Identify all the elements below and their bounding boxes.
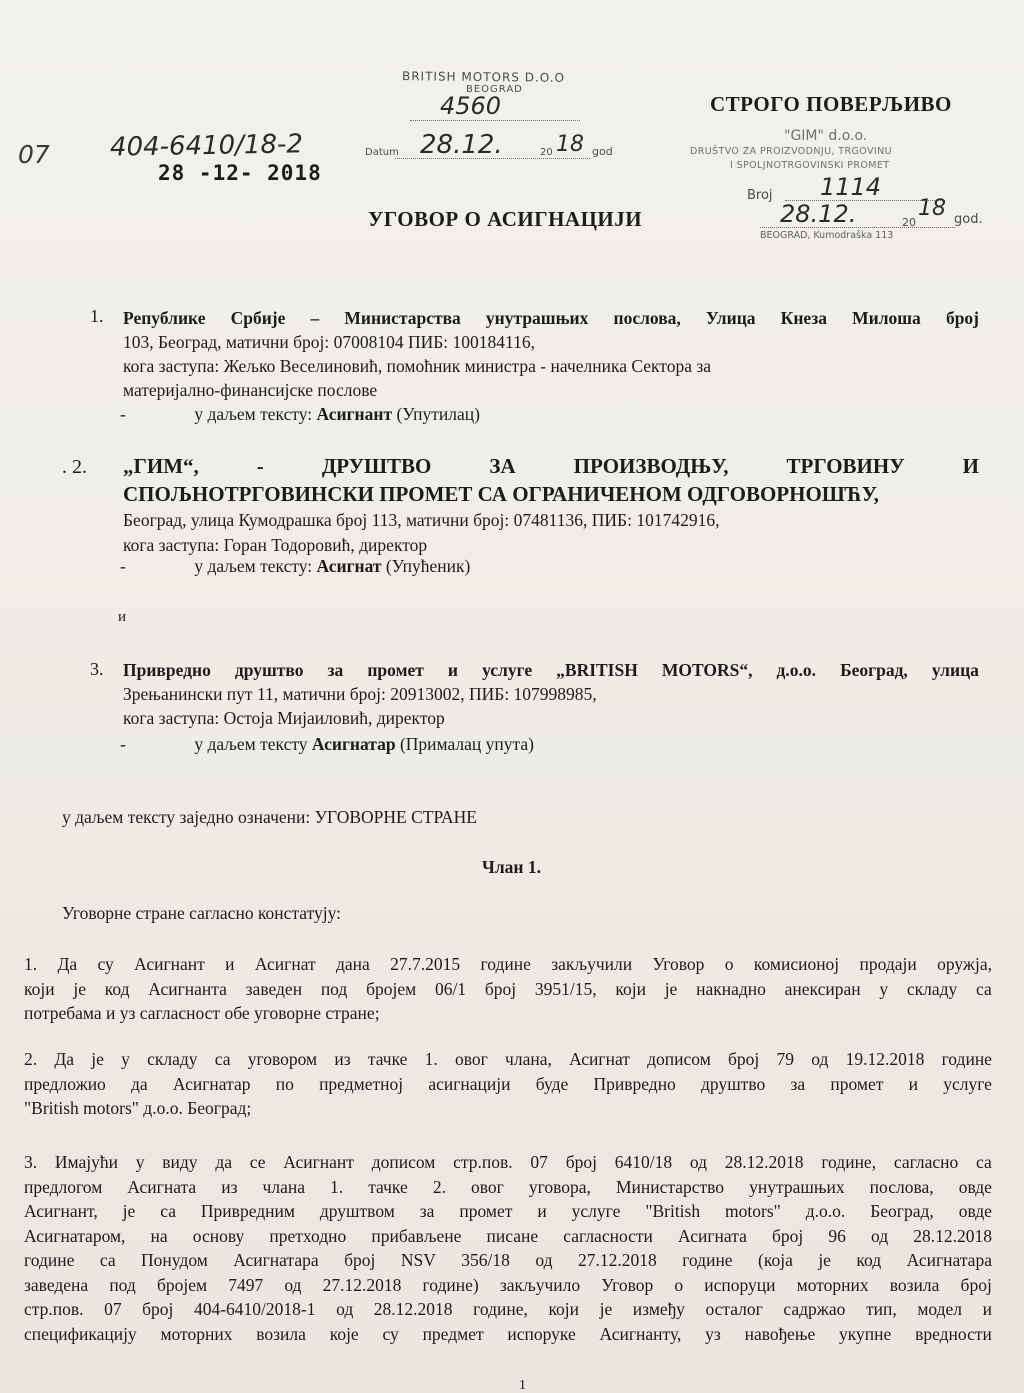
word: године) — [422, 1274, 479, 1295]
word: "British — [645, 1201, 701, 1221]
word: број — [945, 308, 979, 328]
word: навођење — [744, 1323, 816, 1344]
word: је — [122, 1201, 136, 1221]
role-dash: - — [120, 556, 126, 576]
word: од — [689, 1152, 708, 1172]
word: уговора, — [528, 1176, 591, 1197]
word: од — [811, 1049, 829, 1069]
word: по — [275, 1073, 294, 1094]
item-line — [24, 952, 992, 977]
page-number: 1 — [519, 1378, 526, 1393]
word: од — [870, 1225, 889, 1246]
role-prefix: у даљем тексту: — [194, 404, 313, 424]
word: друштво — [234, 660, 304, 680]
party-3 — [123, 658, 979, 730]
word: број — [484, 978, 517, 999]
word: Београд, — [870, 1201, 934, 1221]
word: о — [674, 1274, 684, 1295]
word: оружја, — [937, 954, 992, 974]
word: члана — [262, 1176, 305, 1197]
party-1-line — [123, 306, 979, 330]
word: моторних — [160, 1323, 233, 1344]
word: Да — [54, 1049, 75, 1069]
datum-underline — [395, 158, 590, 159]
word: осталог — [705, 1299, 763, 1319]
word: уз — [705, 1323, 721, 1344]
word: је — [664, 978, 678, 999]
word: под — [109, 1274, 136, 1295]
role-name: Асигнатар — [311, 734, 396, 754]
item-line — [24, 1224, 992, 1249]
article-item-2 — [24, 1047, 992, 1121]
word: Улица — [705, 308, 756, 328]
party-2-role — [120, 556, 470, 577]
word: године — [941, 1049, 992, 1069]
word: Асигнат — [569, 1049, 630, 1069]
word: ПРОИЗВОДЊУ, — [573, 454, 729, 478]
role-dash: - — [120, 734, 126, 754]
word: године — [480, 954, 531, 974]
word: испоруци — [704, 1274, 776, 1295]
word: – — [310, 308, 320, 328]
word: Асигнант — [283, 1152, 354, 1172]
word: Асигнатар — [172, 1073, 251, 1094]
party-1-number: 1. — [90, 306, 104, 326]
word: године, — [473, 1299, 528, 1319]
word: виду — [162, 1152, 198, 1172]
party-1-role — [120, 404, 480, 425]
word: предложио — [24, 1073, 106, 1094]
word: у — [121, 1049, 130, 1069]
word: накнадно — [696, 978, 766, 999]
word: „BRITISH — [556, 660, 638, 680]
word: Уговор — [601, 1274, 654, 1295]
word: Кнеза — [780, 308, 827, 328]
stamp-city: BEOGRAD — [466, 84, 523, 95]
word: комисионој — [753, 954, 840, 974]
word: Асигнанта — [148, 978, 227, 999]
party-1-line: кога заступа: Жељко Веселиновић, помоћник министра - начелника Сектора за — [123, 356, 712, 376]
word: члана, — [505, 1049, 552, 1069]
word: сагласности — [563, 1225, 653, 1246]
item-line — [24, 1199, 992, 1224]
role-alias: (Прималац упута) — [399, 734, 534, 754]
word: - — [256, 454, 264, 478]
item-line — [24, 1322, 992, 1347]
word: са — [99, 1250, 116, 1270]
stamp-company-name: BRITISH MOTORS D.O.O — [401, 69, 566, 85]
word: Асигнатара — [233, 1250, 319, 1270]
word: и — [537, 1201, 547, 1221]
word: од — [284, 1274, 302, 1295]
word: заведена — [24, 1274, 89, 1295]
word: унутрашњих — [749, 1176, 845, 1197]
word: који — [548, 1299, 580, 1319]
word: тип, — [865, 1299, 897, 1319]
word: код — [104, 978, 130, 999]
word: услуге — [571, 1201, 621, 1221]
word: улица — [931, 660, 979, 680]
party-1-line: 103, Београд, матични број: 07008104 ПИБ: 100184116, — [123, 332, 536, 352]
word: и — [908, 1073, 918, 1094]
word: возила — [889, 1274, 940, 1295]
word: предлогом — [24, 1176, 103, 1197]
word: асигнацији — [428, 1073, 511, 1094]
word: 28.12.2018 — [373, 1299, 453, 1319]
word: 27.12.2018 — [577, 1250, 657, 1270]
word: писане — [486, 1225, 539, 1246]
word: MOTORS“, — [661, 660, 753, 680]
word: спецификацију — [24, 1323, 137, 1344]
word: на — [150, 1225, 168, 1246]
word: године — [682, 1250, 733, 1270]
word: 27.7.2015 — [390, 954, 461, 974]
word: за — [327, 660, 344, 680]
word: услуге — [482, 660, 533, 680]
role-prefix: у даљем тексту: — [194, 556, 313, 576]
word: 07 — [530, 1152, 548, 1172]
word: ЗА — [489, 454, 516, 478]
word: 28.12.2018 — [913, 1225, 992, 1246]
word: 96 — [828, 1225, 846, 1246]
word: вредности — [915, 1323, 992, 1344]
party-3-line: Зрењанински пут 11, матични број: 20913002, ПИБ: 107998985, — [123, 684, 597, 704]
word: Асигната — [678, 1225, 747, 1246]
item-line — [24, 1297, 992, 1322]
word: Асигнант, — [24, 1201, 98, 1221]
word: Понудом — [141, 1250, 208, 1270]
word: продаји — [859, 954, 917, 974]
word: 1. — [330, 1176, 344, 1197]
word: које — [329, 1323, 359, 1344]
word: стр.пов. — [24, 1299, 84, 1319]
word: да — [131, 1073, 148, 1094]
together-note: у даљем тексту заједно означени: УГОВОРНЕ СТРАНЕ — [62, 807, 477, 827]
word: д.о.о. — [805, 1201, 846, 1221]
word: код — [856, 1250, 882, 1270]
word: складу — [147, 1049, 198, 1069]
ref-number-handwritten: 404-6410/18-2 — [109, 129, 304, 163]
article-intro: Уговорне стране сагласно констатују: — [62, 903, 342, 923]
ref-prefix: 07 — [18, 140, 50, 169]
word: је — [599, 1299, 613, 1319]
word: NSV — [400, 1250, 436, 1270]
word: испоруке — [507, 1323, 576, 1344]
gim-broj-handwritten: 1114 — [820, 173, 882, 201]
word: тачке — [368, 1176, 408, 1197]
word: од — [535, 1250, 553, 1270]
word: из — [221, 1176, 238, 1197]
party-2-number: . 2. — [62, 456, 87, 478]
word: Београд, — [840, 660, 908, 680]
word: дана — [336, 954, 370, 974]
word: је — [91, 1049, 104, 1069]
word: 3. — [24, 1152, 38, 1172]
gim-year-prefix: 20 — [902, 216, 916, 229]
gim-god-label: god. — [954, 212, 983, 227]
gim-broj-label: Broj — [747, 188, 773, 203]
item-line — [24, 1072, 992, 1097]
word: 06/1 — [434, 978, 467, 999]
word: заведен — [245, 978, 303, 999]
word: о — [724, 954, 734, 974]
article-item-3 — [24, 1150, 992, 1346]
gim-stamp-address: BEOGRAD, Kumodraška 113 — [760, 230, 894, 241]
word: Асигнатаром, — [24, 1225, 126, 1246]
word: услуге — [943, 1073, 992, 1094]
item-line: потребама и уз сагласност обе уговорне стране; — [24, 1003, 380, 1023]
document-title: УГОВОР О АСИГНАЦИЈИ — [368, 207, 643, 231]
word: стр.пов. — [453, 1152, 513, 1172]
word: дописом — [647, 1049, 711, 1069]
item-line — [24, 1175, 992, 1200]
item-line: "British motors" д.о.о. Београд; — [24, 1098, 252, 1118]
word: друштво — [701, 1073, 766, 1094]
word: модел — [917, 1299, 963, 1319]
word: овог — [454, 1049, 488, 1069]
word: motors" — [725, 1201, 781, 1221]
word: су — [97, 954, 114, 974]
gim-year-handwritten: 18 — [918, 196, 946, 221]
word: 07 — [104, 1299, 122, 1319]
date-handwritten: 28.12. — [420, 130, 503, 160]
role-alias: (Упутилац) — [396, 404, 480, 424]
word: 79 — [776, 1049, 794, 1069]
word: друштвом — [319, 1201, 395, 1221]
word: са — [976, 1152, 992, 1172]
word: промет — [367, 660, 424, 680]
word: 3951/15, — [534, 978, 597, 999]
word: промет — [830, 1073, 884, 1094]
word: Асигнант — [134, 954, 205, 974]
word: укупне — [839, 1323, 892, 1344]
gim-stamp-company: "GIM" d.o.o. — [784, 128, 868, 144]
party-2-name-line — [123, 452, 979, 480]
word: су — [382, 1323, 399, 1344]
word: се — [249, 1152, 266, 1172]
word: са — [214, 1049, 231, 1069]
word: 1. — [24, 954, 38, 974]
word: 6410/18 — [614, 1152, 673, 1172]
word: 404-6410/2018-1 — [193, 1299, 316, 1319]
word: број — [771, 1225, 804, 1246]
word: број — [960, 1274, 992, 1295]
word: је — [818, 1250, 831, 1270]
word: у — [135, 1152, 145, 1172]
word: број — [728, 1049, 760, 1069]
word: (која — [758, 1250, 793, 1270]
role-alias: (Упућеник) — [385, 556, 471, 576]
word: у — [879, 978, 889, 999]
role-name: Асигнат — [316, 556, 382, 576]
party-2-line: Београд, улица Кумодрашка број 113, матични број: 07481136, ПИБ: 101742916, — [123, 510, 720, 530]
party-2-name-line: СПОЉНОТРГОВИНСКИ ПРОМЕТ СА ОГРАНИЧЕНОМ ОДГОВОРНОШЋУ, — [123, 482, 879, 506]
stamp-handwritten-number: 4560 — [440, 92, 502, 120]
word: закључили — [551, 954, 633, 974]
word: који — [24, 978, 55, 999]
word: предметној — [319, 1073, 404, 1094]
classification-label: СТРОГО ПОВЕРЉИВО — [710, 92, 952, 116]
word: са — [976, 978, 992, 999]
word: под — [320, 978, 348, 999]
party-1-line: материјално-финансијске послове — [123, 380, 378, 400]
word: „ГИМ“, — [123, 454, 199, 478]
word: закључило — [499, 1274, 581, 1295]
god-label: god — [592, 145, 613, 158]
party-3-line: кога заступа: Остоја Мијаиловић, директор — [123, 708, 445, 728]
word: Асигнанту, — [599, 1323, 682, 1344]
word: овде — [958, 1201, 992, 1221]
stamp-underline — [410, 120, 580, 121]
word: и — [447, 660, 459, 680]
article-title: Члан 1. — [482, 857, 541, 877]
party-2-line: кога заступа: Горан Тодоровић, директор — [123, 535, 428, 555]
gim-date-handwritten: 28.12. — [780, 200, 857, 228]
word: Да — [57, 954, 78, 974]
word: који — [615, 978, 646, 999]
word: Министарства — [344, 308, 461, 328]
word: између — [632, 1299, 685, 1319]
word: ТРГОВИНУ — [786, 454, 905, 478]
word: 27.12.2018 — [322, 1274, 402, 1295]
word: складу — [906, 978, 958, 999]
word: да — [215, 1152, 232, 1172]
word: уговором — [247, 1049, 318, 1069]
word: Србије — [230, 308, 286, 328]
word: ДРУШТВО — [321, 454, 432, 478]
word: за — [419, 1201, 435, 1221]
word: буде — [535, 1073, 569, 1094]
party-3-line — [123, 658, 979, 682]
word: године — [24, 1250, 75, 1270]
gim-stamp-line2: I SPOLJNOTRGOVINSKI PROMET — [730, 160, 890, 171]
year-prefix: 20 — [540, 147, 553, 158]
role-prefix: у даљем тексту — [194, 734, 308, 754]
word: 2. — [24, 1049, 38, 1069]
word: тачке — [367, 1049, 408, 1069]
word: Привредно — [123, 660, 211, 680]
word: 2. — [432, 1176, 446, 1197]
word: из — [334, 1049, 351, 1069]
item-line — [24, 1150, 992, 1175]
word: Асигнатара — [906, 1250, 992, 1270]
party-2 — [123, 452, 979, 557]
word: возила — [256, 1323, 306, 1344]
role-dash: - — [120, 404, 126, 424]
conjunction: и — [118, 609, 127, 625]
party-3-role — [120, 734, 534, 755]
word: сагласно — [893, 1152, 959, 1172]
word: Асигната — [127, 1176, 197, 1197]
word: предмет — [422, 1323, 484, 1344]
word: претходно — [269, 1225, 347, 1246]
word: послова, — [869, 1176, 934, 1197]
word: Уговор — [652, 954, 705, 974]
word: 19.12.2018 — [845, 1049, 925, 1069]
word: и — [982, 1299, 992, 1319]
date-stamp: 28 -12- 2018 — [158, 161, 322, 185]
word: прибављене — [371, 1225, 462, 1246]
party-1 — [123, 306, 979, 402]
word: године, — [821, 1152, 877, 1172]
word: 7497 — [228, 1274, 264, 1295]
word: овог — [470, 1176, 504, 1197]
datum-label: Datum — [365, 147, 399, 158]
word: унутрашњих — [485, 308, 589, 328]
word: садржао — [783, 1299, 846, 1319]
word: са — [160, 1201, 176, 1221]
word: број — [142, 1299, 174, 1319]
word: и — [225, 954, 235, 974]
word: Имајући — [54, 1152, 118, 1172]
party-3-number: 3. — [90, 659, 104, 679]
word: 28.12.2018 — [724, 1152, 804, 1172]
word: Привредно — [593, 1073, 676, 1094]
word: основу — [192, 1225, 245, 1246]
word: број — [344, 1250, 376, 1270]
word: је — [73, 978, 86, 999]
word: промет — [459, 1201, 513, 1221]
word: 356/18 — [461, 1250, 510, 1270]
word: Асигнат — [254, 954, 316, 974]
year-handwritten: 18 — [556, 132, 584, 157]
role-name: Асигнант — [316, 404, 393, 424]
word: моторних — [796, 1274, 869, 1295]
gim-date-underline — [760, 227, 955, 228]
gim-stamp-line1: DRUŠTVO ZA PROIZVODNJU, TRGOVINU — [690, 146, 892, 157]
word: бројем — [156, 1274, 208, 1295]
word: за — [790, 1073, 806, 1094]
word: Министарство — [615, 1176, 725, 1197]
word: Милоша — [852, 308, 921, 328]
word: Привредним — [200, 1201, 295, 1221]
word: дописом — [371, 1152, 436, 1172]
word: број — [565, 1152, 597, 1172]
item-line — [24, 1273, 992, 1298]
item-line — [24, 1248, 992, 1273]
word: И — [962, 454, 979, 478]
article-item-1 — [24, 952, 992, 1026]
word: овде — [958, 1176, 992, 1197]
word: бројем — [366, 978, 417, 999]
item-line — [24, 1047, 992, 1072]
word: 1. — [424, 1049, 438, 1069]
word: анексиран — [784, 978, 861, 999]
word: Републике — [123, 308, 206, 328]
word: од — [336, 1299, 354, 1319]
word: д.о.о. — [776, 660, 817, 680]
item-line — [24, 977, 992, 1002]
word: послова, — [613, 308, 681, 328]
